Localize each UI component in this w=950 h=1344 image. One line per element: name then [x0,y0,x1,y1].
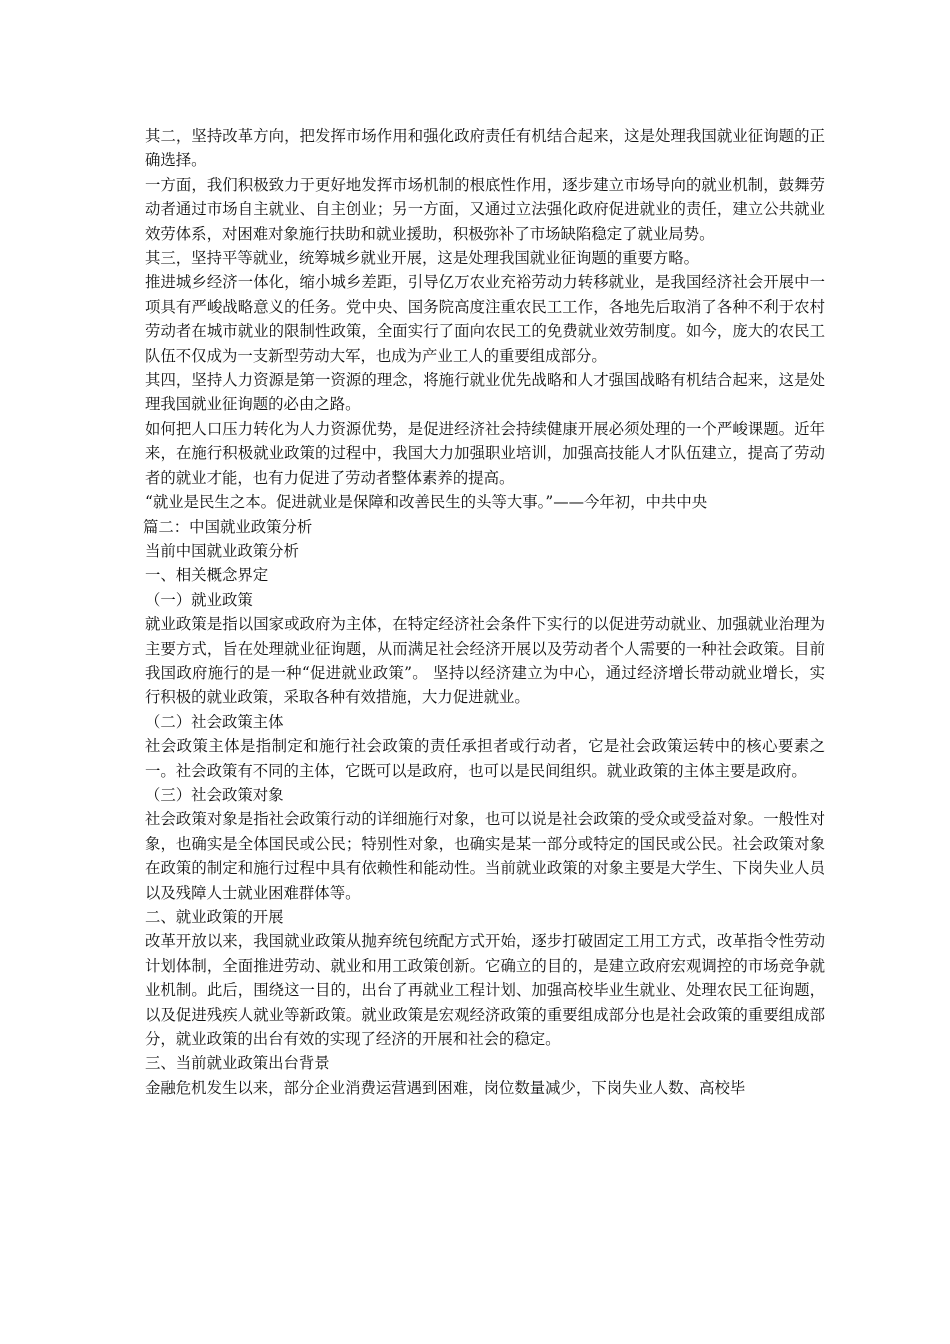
subheading-policy-object: （三）社会政策对象 [145,785,284,804]
paragraph-urban-rural: 推进城乡经济一体化，缩小城乡差距，引导亿万农业充裕劳动力转移就业，是我国经济社会开展中一项具有严峻战略意义的任务。党中央、国务院高度注重农民工工作，各地先后取消了各种不利于农村劳动者在城市就业的限制性政策，全面实行了面向农民工的免费就业效劳制度。如今，庞大的农民工队伍不仅成为一支新型劳动大军，也成为产业工人的重要组成部分。 [145,273,825,365]
subheading-employment-policy: （一）就业政策 [145,590,253,609]
paragraph-policy-object: 社会政策对象是指社会政策行动的详细施行对象，也可以说是社会政策的受众或受益对象。一般性对象，也确实是全体国民或公民；特别性对象，也确实是某一部分或特定的国民或公民。社会政策对象在政策的制定和施行过程中具有依赖性和能动性。当前就业政策的对象主要是大学生、下岗失业人员以及残障人士就业困难群体等。 [145,810,825,902]
subheading-policy-subject: （二）社会政策主体 [145,712,284,731]
paragraph-employment-policy: 就业政策是指以国家或政府为主体，在特定经济社会条件下实行的以促进劳动就业、加强就业治理为主要方式，旨在处理就业征询题，从而满足社会经济开展以及劳动者个人需要的一种社会政策。目前我国政府施行的是一种“促进就业政策”。 坚持以经济建立为中心，通过经济增长带动就业增长，实行积极的就业政策，采取各种有效措施，大力促进就业。 [145,615,825,707]
paragraph-market-mechanism: 一方面，我们积极致力于更好地发挥市场机制的根底性作用，逐步建立市场导向的就业机制，鼓舞劳动者通过市场自主就业、自主创业；另一方面，又通过立法强化政府促进就业的责任，建立公共就业效劳体系，对困难对象施行扶助和就业援助，积极弥补了市场缺陷稳定了就业局势。 [145,175,825,243]
paragraph-policy-subject: 社会政策主体是指制定和施行社会政策的责任承担者或行动者，它是社会政策运转中的核心要素之一。社会政策有不同的主体，它既可以是政府，也可以是民间组织。就业政策的主体主要是政府。 [145,737,825,780]
document-page [145,124,825,1100]
paragraph-development: 改革开放以来，我国就业政策从抛弃统包统配方式开始，逐步打破固定工用工方式，改革指令性劳动计划体制，全面推进劳动、就业和用工政策创新。它确立的目的，是建立政府宏观调控的市场竞争就业机制。此后，围绕这一目的，出台了再就业工程计划、加强高校毕业生就业、处理农民工征询题，以及促进残疾人就业等新政策。就业政策是宏观经济政策的重要组成部分也是社会政策的重要组成部分，就业政策的出台有效的实现了经济的开展和社会的稳定。 [145,932,825,1049]
paragraph-background: 金融危机发生以来，部分企业消费运营遇到困难，岗位数量减少，下岗失业人数、高校毕 [145,1078,746,1097]
paragraph-point-two: 其二，坚持改革方向，把发挥市场作用和强化政府责任有机结合起来，这是处理我国就业征询题的正确选择。 [145,127,825,170]
section-title-part-two: 篇二：中国就业政策分析 [143,517,313,536]
paragraph-human-resources: 如何把人口压力转化为人力资源优势，是促进经济社会持续健康开展必须处理的一个严峻课题。近年来，在施行积极就业政策的过程中，我国大力加强职业培训，加强高技能人才队伍建立，提高了劳动者的就业才能，也有力促进了劳动者整体素养的提高。 [145,419,825,487]
paragraph-quote: “就业是民生之本。促进就业是保障和改善民生的头等大事。”——今年初，中共中央 [145,493,708,512]
section-heading-development: 二、就业政策的开展 [145,908,284,926]
paragraph-point-three: 其三，坚持平等就业，统筹城乡就业开展，这是处理我国就业征询题的重要方略。 [145,249,700,268]
section-heading-concepts: 一、相关概念界定 [145,566,269,585]
section-heading-background: 三、当前就业政策出台背景 [145,1054,330,1073]
paragraph-point-four: 其四，坚持人力资源是第一资源的理念，将施行就业优先战略和人才强国战略有机结合起来，这是处理我国就业征询题的必由之路。 [145,371,825,414]
article-title: 当前中国就业政策分析 [145,541,299,560]
